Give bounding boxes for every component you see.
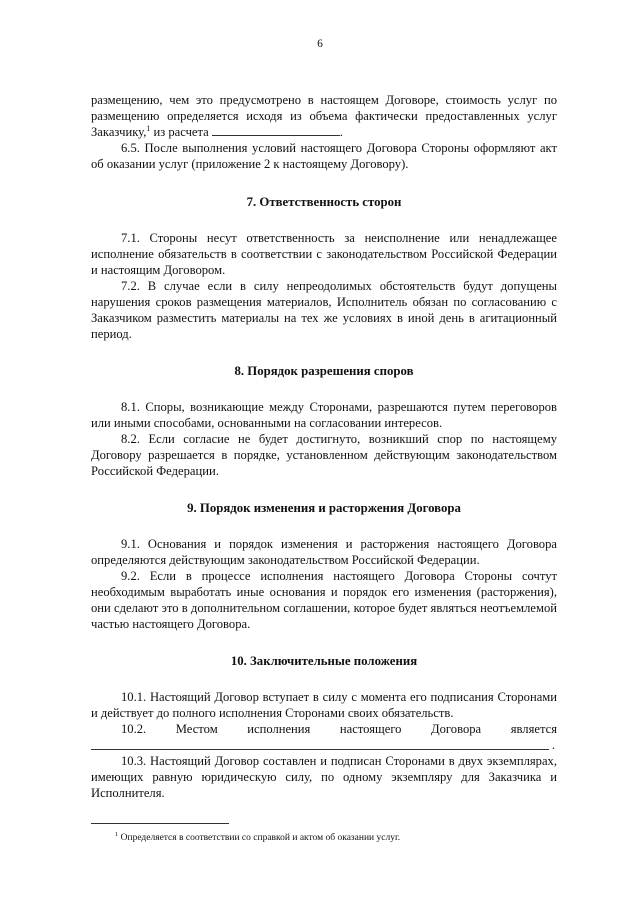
- paragraph-7-1: 7.1. Стороны несут ответственность за неисполнение или ненадлежащее исполнение обязательств в соответствии с законодательством Российской Федерации и настоящим Договором.: [91, 231, 557, 277]
- section-heading-7: 7. Ответственность сторон: [246, 195, 402, 209]
- paragraph-10-1: 10.1. Настоящий Договор вступает в силу с момента его подписания Сторонами и действует до полного исполнения Сторонами своих обязательств.: [91, 690, 557, 720]
- paragraph-10-3: 10.3. Настоящий Договор составлен и подписан Сторонами в двух экземплярах, имеющих равную юридическую силу, по одному экземпляру для Заказчика и Исполнителя.: [91, 754, 557, 800]
- footnote-divider: [91, 823, 229, 824]
- paragraph-10-2: 10.2. Местом исполнения настоящего Договора является: [121, 722, 557, 736]
- paragraph-continuation-end: .: [339, 125, 344, 139]
- document-body: [91, 92, 557, 801]
- blank-field-place-end: .: [551, 738, 555, 752]
- blank-field-rate: [212, 124, 340, 136]
- footnote: [115, 832, 400, 844]
- blank-field-place: [91, 737, 557, 753]
- section-heading-10: 10. Заключительные положения: [230, 654, 418, 668]
- footnote-reference: 1: [146, 123, 151, 133]
- paragraph-8-1: 8.1. Споры, возникающие между Сторонами, разрешаются путем переговоров или иными способами, основанными на согласовании интересов.: [91, 400, 557, 430]
- paragraph-6-5: 6.5. После выполнения условий настоящего Договора Стороны оформляют акт об оказании услуг (приложение 2 к настоящему Договору).: [91, 141, 557, 171]
- page-number: 6: [317, 38, 323, 50]
- paragraph-continuation-text-b: из расчета: [150, 125, 209, 139]
- paragraph-continuation: [91, 92, 557, 140]
- paragraph-9-2: 9.2. Если в процессе исполнения настоящего Договора Стороны сочтут необходимым выработать иные основания и порядок его изменения (расторжения), они сделают это в дополнительном соглашении, которое будет являться неотъемлемой частью настоящего Договора.: [91, 569, 557, 631]
- paragraph-8-2: 8.2. Если согласие не будет достигнуто, возникший спор по настоящему Договору разрешается в порядке, установленном действующим законодательством Российской Федерации.: [91, 432, 557, 478]
- footnote-mark: 1: [115, 830, 119, 838]
- paragraph-7-2: 7.2. В случае если в силу непреодолимых обстоятельств будут допущены нарушения сроков размещения материалов, Исполнитель обязан по согласованию с Заказчиком разместить материалы на тех же условиях в иной день в агитационный период.: [91, 279, 557, 341]
- section-heading-9: 9. Порядок изменения и расторжения Договора: [187, 501, 461, 515]
- section-heading-8: 8. Порядок разрешения споров: [234, 364, 414, 378]
- paragraph-9-1: 9.1. Основания и порядок изменения и расторжения настоящего Договора определяются действующим законодательством Российской Федерации.: [91, 537, 557, 567]
- footnote-text: Определяется в соответствии со справкой и актом об оказании услуг.: [118, 833, 401, 843]
- paragraph-continuation-text: размещению, чем это предусмотрено в настоящем Договоре, стоимость услуг по размещению определяется исходя из объема фактически предоставленных услуг Заказчику,: [91, 93, 557, 139]
